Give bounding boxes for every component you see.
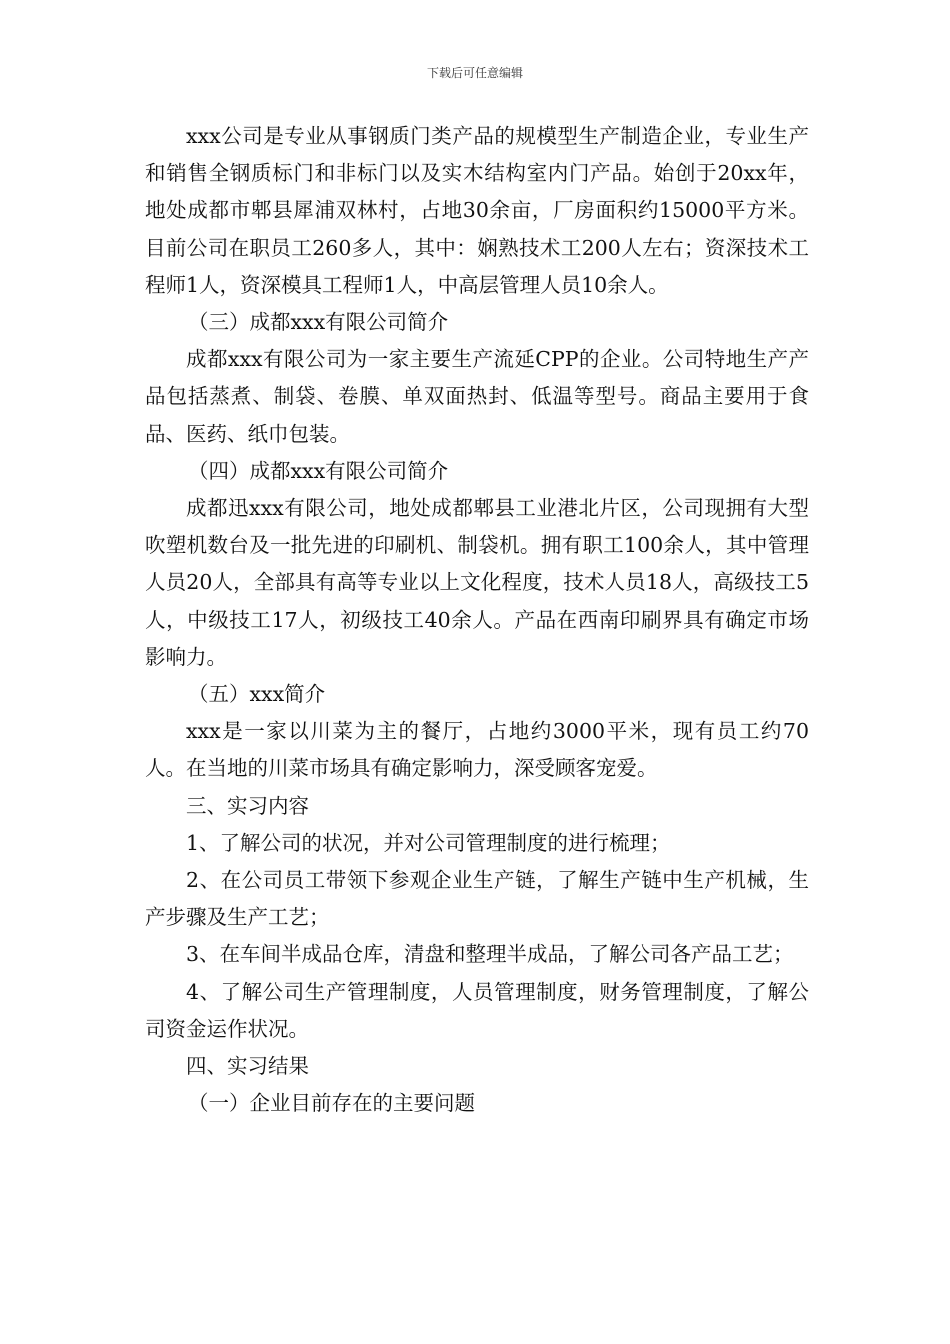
- internship-content-item: 4、了解公司生产管理制度，人员管理制度，财务管理制度，了解公司资金运作状况。: [145, 979, 809, 1041]
- company-intro-paragraph: xxx公司是专业从事钢质门类产品的规模型生产制造企业，专业生产和销售全钢质标门和非标门以及实木结构室内门产品。始创于20xx年，地处成都市郫县犀浦双林村，占地30余亩，厂房面积约15000平方米。目前公司在职员工260多人，其中：娴熟技术工200人左右；资深技术工程师1人，资深模具工程师1人，中高层管理人员10余人。: [145, 124, 809, 297]
- internship-content-item: 3、在车间半成品仓库，清盘和整理半成品，了解公司各产品工艺；: [186, 942, 794, 967]
- internship-results-heading: 四、实习结果: [186, 1054, 309, 1079]
- page-header-note: 下载后可任意编辑: [426, 66, 523, 80]
- results-sub-heading: （一）企业目前存在的主要问题: [188, 1091, 475, 1116]
- section-5-heading: （五）xxx简介: [188, 682, 326, 707]
- section-3-heading: （三）成都xxx有限公司简介: [188, 310, 449, 335]
- document-body: [145, 118, 809, 1122]
- internship-content-heading: 三、实习内容: [186, 793, 309, 818]
- internship-content-item: 1、了解公司的状况，并对公司管理制度的进行梳理；: [186, 830, 671, 855]
- section-5-paragraph: xxx是一家以川菜为主的餐厅，占地约3000平米，现有员工约70人。在当地的川菜市场具有确定影响力，深受顾客宠爱。: [145, 719, 809, 781]
- section-4-heading: （四）成都xxx有限公司简介: [188, 458, 449, 483]
- internship-content-item: 2、在公司员工带领下参观企业生产链，了解生产链中生产机械，生产步骤及生产工艺；: [145, 868, 809, 930]
- section-3-paragraph: 成都xxx有限公司为一家主要生产流延CPP的企业。公司特地生产产品包括蒸煮、制袋、卷膜、单双面热封、低温等型号。商品主要用于食品、医药、纸巾包装。: [145, 347, 809, 446]
- section-4-paragraph: 成都迅xxx有限公司，地处成都郫县工业港北片区，公司现拥有大型吹塑机数台及一批先进的印刷机、制袋机。拥有职工100余人，其中管理人员20人，全部具有高等专业以上文化程度，技术人员18人，高级技工5人，中级技工17人，初级技工40余人。产品在西南印刷界具有确定市场影响力。: [145, 496, 809, 669]
